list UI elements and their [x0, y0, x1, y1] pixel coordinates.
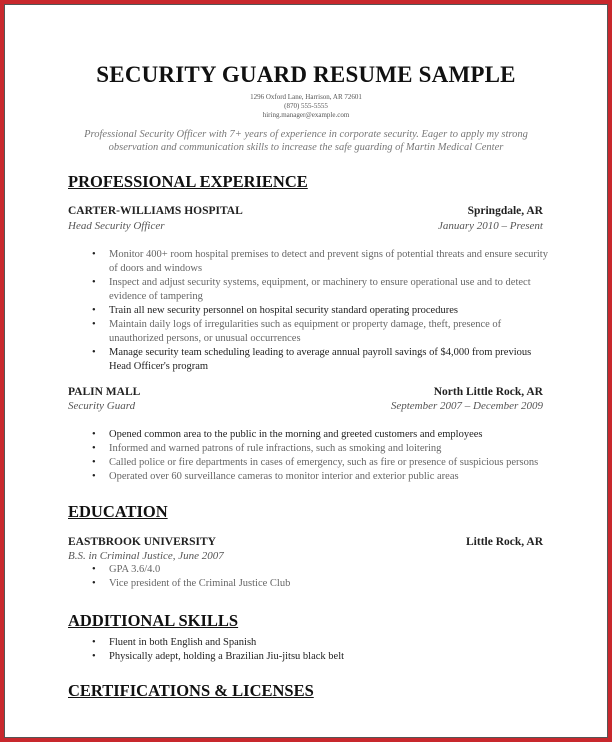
summary-line-1: Professional Security Officer with 7+ years of experience in corporate security. Eager to apply my strong	[84, 129, 528, 140]
list-item: • Operated over 60 surveillance cameras to monitor interior and exterior public areas	[92, 471, 459, 482]
list-item: • GPA 3.6/4.0	[92, 564, 161, 575]
list-item: • Train all new security personnel on hospital security standard operating procedures	[92, 305, 458, 316]
degree: B.S. in Criminal Justice, June 2007	[68, 550, 224, 562]
job-role: Head Security Officer	[68, 220, 165, 232]
list-item: • Inspect and adjust security systems, equipment, or machinery to ensure operational use and to detect evidence of tampering	[92, 277, 531, 302]
section-heading-skills: ADDITIONAL SKILLS	[68, 611, 239, 630]
school-location: Little Rock, AR	[466, 536, 543, 548]
job-org: PALIN MALL	[68, 386, 141, 398]
list-item: • Maintain daily logs of irregularities such as equipment or property damage, theft, presence of unauthorized persons, or unusual occurrences	[92, 319, 502, 344]
skills-bullets	[92, 636, 552, 664]
school-name: EASTBROOK UNIVERSITY	[68, 536, 216, 548]
job-bullets	[92, 428, 552, 484]
list-item: • Called police or fire departments in cases of emergency, such as fire or presence of suspicious persons	[92, 457, 539, 468]
contact-email: hiring.manager@example.com	[262, 111, 350, 119]
section-heading-certifications: CERTIFICATIONS & LICENSES	[68, 681, 314, 700]
list-item: • Manage security team scheduling leading to average annual payroll savings of $4,000 from previous Head Officer's program	[92, 347, 532, 372]
summary-line-2: observation and communication skills to increase the safe guarding of Martin Medical Center	[108, 142, 504, 153]
job-location: Springdale, AR	[467, 205, 543, 217]
section-heading-education: EDUCATION	[68, 502, 168, 521]
list-item: • Informed and warned patrons of rule infractions, such as smoking and loitering	[92, 443, 442, 454]
list-item: • Physically adept, holding a Brazilian Jiu-jitsu black belt	[92, 651, 345, 662]
list-item: • Vice president of the Criminal Justice Club	[92, 578, 291, 589]
job-dates: January 2010 – Present	[438, 220, 543, 232]
education-bullets	[92, 563, 552, 591]
resume-title: SECURITY GUARD RESUME SAMPLE	[96, 62, 516, 87]
job-dates: September 2007 – December 2009	[390, 400, 543, 412]
job-bullets	[92, 248, 552, 374]
job-org: CARTER-WILLIAMS HOSPITAL	[68, 205, 243, 217]
list-item: • Fluent in both English and Spanish	[92, 637, 257, 648]
contact-phone: (870) 555-5555	[284, 102, 328, 110]
list-item: • Opened common area to the public in the morning and greeted customers and employees	[92, 429, 483, 440]
contact-address: 1296 Oxford Lane, Harrison, AR 72601	[250, 93, 362, 101]
list-item: • Monitor 400+ room hospital premises to detect and prevent signs of potential threats and ensure security of doors and windows	[92, 249, 548, 274]
job-location: North Little Rock, AR	[433, 386, 543, 398]
section-heading-experience: PROFESSIONAL EXPERIENCE	[68, 172, 308, 191]
job-role: Security Guard	[68, 400, 136, 412]
